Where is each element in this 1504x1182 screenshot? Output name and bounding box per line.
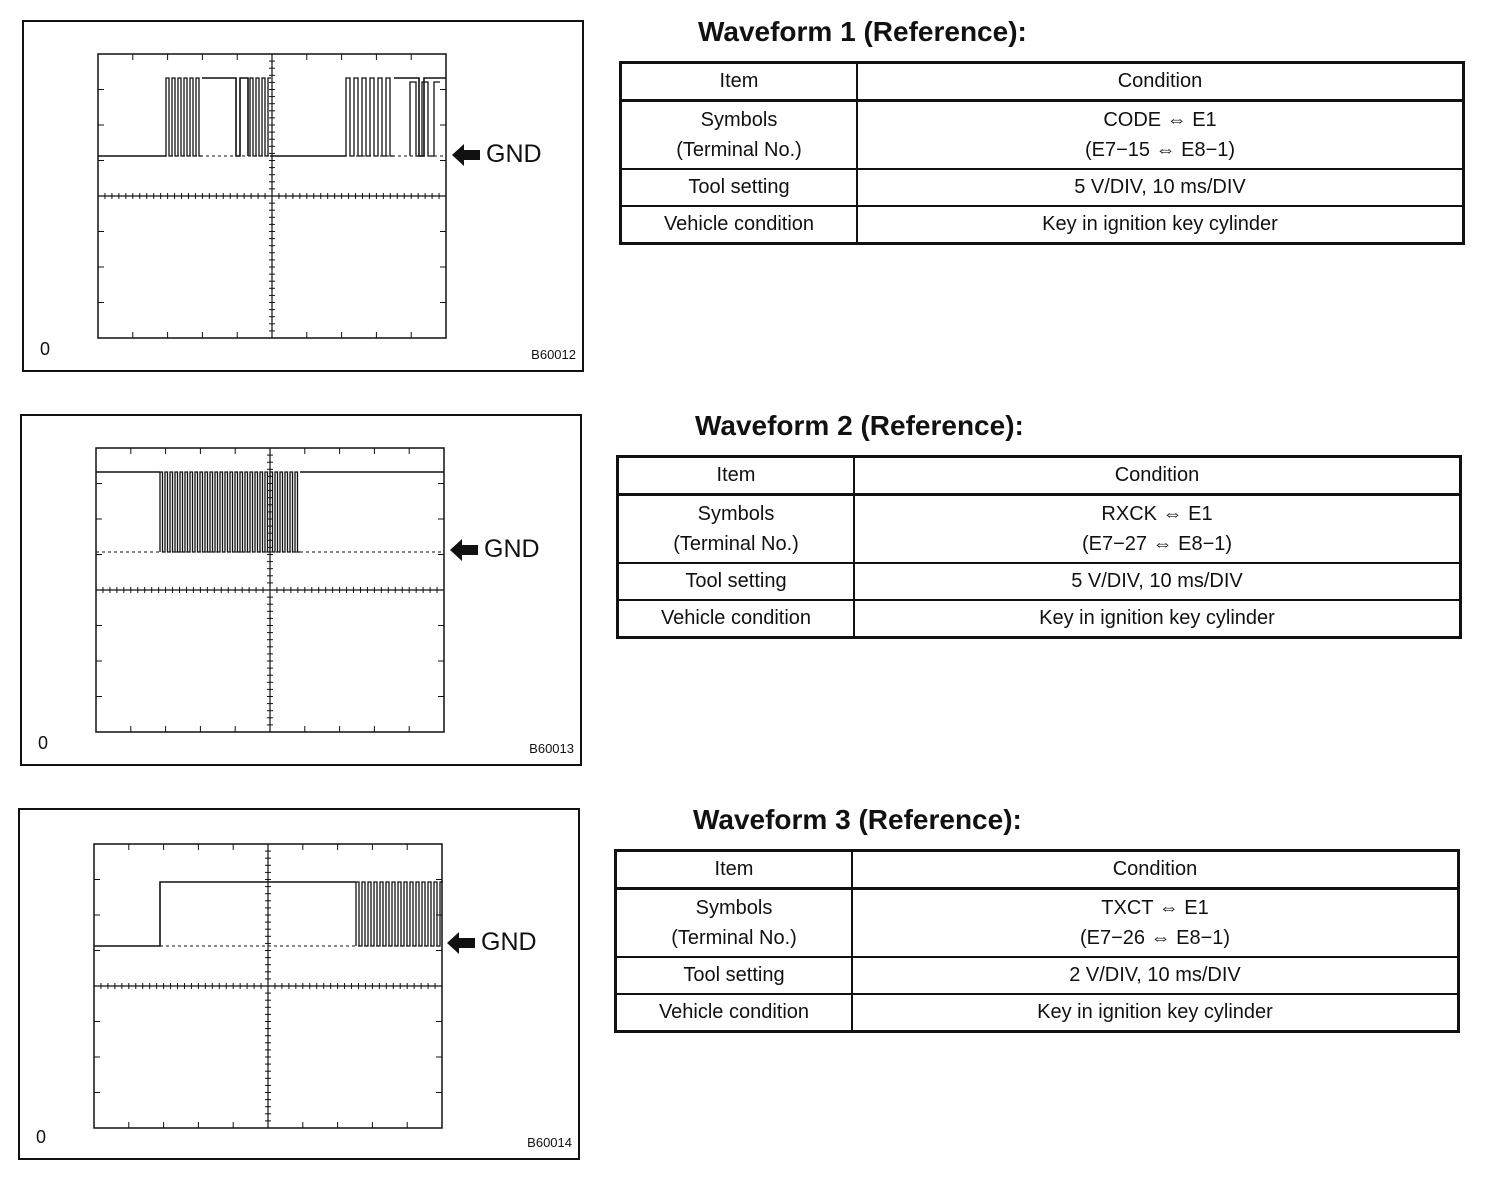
signal-pulse-burst — [160, 472, 300, 552]
waveform-1-section — [0, 0, 1504, 394]
header-condition: Condition — [854, 457, 1461, 495]
oscilloscope-screen — [22, 20, 584, 372]
gnd-label: GND — [486, 140, 542, 168]
symbols-label-line-2: (Terminal No.) — [676, 139, 802, 161]
symbols-label-line-1: Symbols — [700, 109, 778, 131]
figure-id: B60013 — [529, 741, 574, 756]
vehicle-condition-value: Key in ignition key cylinder — [852, 994, 1459, 1032]
waveform-title: Waveform 1 (Reference): — [698, 16, 1027, 47]
header-item: Item — [621, 63, 858, 101]
signal-pulse-burst — [356, 882, 443, 946]
gnd-marker — [450, 535, 540, 564]
header-condition: Condition — [852, 851, 1459, 889]
header-condition: Condition — [857, 63, 1464, 101]
tool-setting-label: Tool setting — [616, 957, 853, 994]
oscilloscope-trace-1 — [24, 22, 586, 374]
symbols-value-line-1: TXCT ⇔ E1 — [1101, 897, 1209, 919]
oscilloscope-screen — [18, 808, 580, 1160]
spec-table — [616, 455, 1462, 639]
waveform-2-section — [0, 394, 1504, 788]
symbols-value — [854, 495, 1461, 564]
tool-setting-value: 5 V/DIV, 10 ms/DIV — [857, 169, 1464, 206]
tool-setting-label: Tool setting — [618, 563, 855, 600]
gnd-marker — [452, 140, 542, 169]
zero-label: 0 — [40, 339, 51, 359]
gnd-label: GND — [484, 535, 540, 563]
symbols-value-line-1: CODE ⇔ E1 — [1103, 109, 1217, 131]
symbols-label — [618, 495, 855, 564]
vehicle-condition-value: Key in ignition key cylinder — [854, 600, 1461, 638]
tool-setting-value: 5 V/DIV, 10 ms/DIV — [854, 563, 1461, 600]
figure-id: B60014 — [527, 1135, 572, 1150]
left-arrow-icon — [447, 932, 475, 954]
gnd-label: GND — [481, 928, 537, 956]
symbols-value-line-1: RXCK ⇔ E1 — [1101, 503, 1213, 525]
oscilloscope-trace-2 — [22, 416, 584, 768]
vehicle-condition-value: Key in ignition key cylinder — [857, 206, 1464, 244]
symbols-label-line-2: (Terminal No.) — [671, 927, 797, 949]
symbols-value — [857, 101, 1464, 170]
signal-trace — [94, 882, 356, 946]
signal-trace — [394, 78, 446, 156]
oscilloscope-screen — [20, 414, 582, 766]
signal-pulse-burst — [346, 78, 394, 156]
symbols-label — [621, 101, 858, 170]
signal-pulse-burst — [410, 82, 440, 156]
waveform-title: Waveform 3 (Reference): — [693, 804, 1022, 835]
symbols-label-line-1: Symbols — [697, 503, 775, 525]
left-arrow-icon — [452, 144, 480, 166]
symbols-label — [616, 889, 853, 958]
vehicle-condition-label: Vehicle condition — [621, 206, 858, 244]
spec-table — [619, 61, 1465, 245]
symbols-value — [852, 889, 1459, 958]
signal-pulse-burst — [250, 78, 271, 156]
symbols-label-line-2: (Terminal No.) — [673, 533, 799, 555]
vehicle-condition-label: Vehicle condition — [618, 600, 855, 638]
waveform-title: Waveform 2 (Reference): — [695, 410, 1024, 441]
left-arrow-icon — [450, 539, 478, 561]
spec-table — [614, 849, 1460, 1033]
oscilloscope-trace-3 — [20, 810, 582, 1162]
waveform-3-section — [0, 788, 1504, 1182]
signal-trace — [202, 78, 248, 156]
signal-pulse-burst — [166, 78, 202, 156]
symbols-value-line-2: (E7−15 ⇔ E8−1) — [1084, 139, 1236, 161]
symbols-value-line-2: (E7−26 ⇔ E8−1) — [1079, 927, 1231, 949]
figure-id: B60012 — [531, 347, 576, 362]
zero-label: 0 — [38, 733, 49, 753]
gnd-marker — [447, 928, 537, 957]
vehicle-condition-label: Vehicle condition — [616, 994, 853, 1032]
header-item: Item — [616, 851, 853, 889]
header-item: Item — [618, 457, 855, 495]
symbols-label-line-1: Symbols — [695, 897, 773, 919]
tool-setting-value: 2 V/DIV, 10 ms/DIV — [852, 957, 1459, 994]
zero-label: 0 — [36, 1127, 47, 1147]
symbols-value-line-2: (E7−27 ⇔ E8−1) — [1081, 533, 1233, 555]
tool-setting-label: Tool setting — [621, 169, 858, 206]
